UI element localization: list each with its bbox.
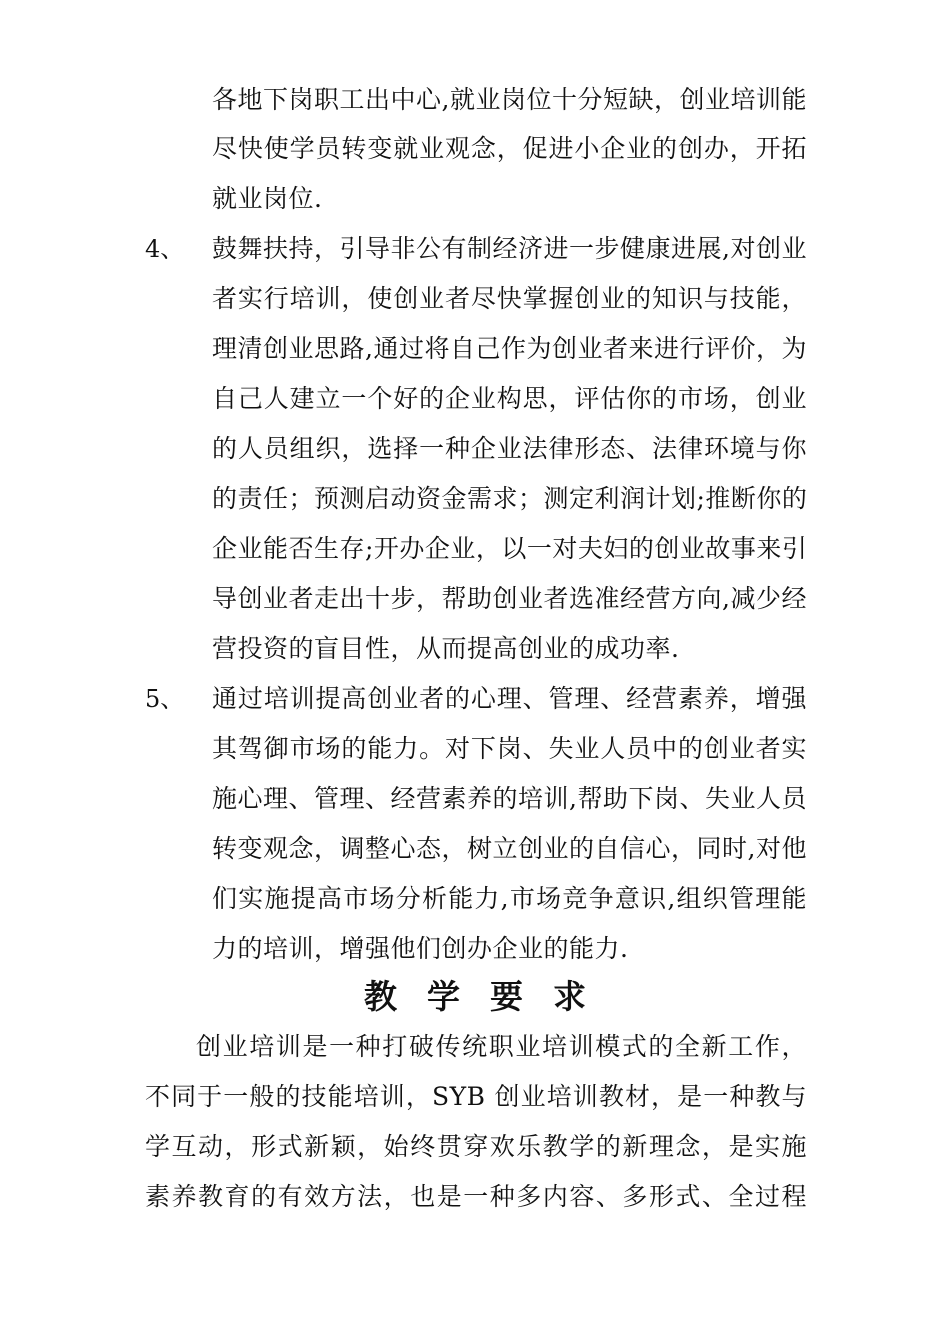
list-item-line: 鼓舞扶持，引导非公有制经济进一步健康进展,对创业	[212, 234, 807, 263]
paragraph-line: 不同于一般的技能培训，SYB 创业培训教材，是一种教与	[145, 1082, 807, 1111]
paragraph-line: 素养教育的有效方法，也是一种多内容、多形式、全过程	[145, 1182, 807, 1211]
list-item-line: 理清创业思路,通过将自己作为创业者来进行评价，为	[212, 334, 807, 363]
list-item-line: 导创业者走出十步，帮助创业者选准经营方向,减少经	[212, 584, 807, 613]
list-item-line: 企业能否生存;开办企业，以一对夫妇的创业故事来引	[212, 534, 808, 563]
list-item-line: 施心理、管理、经营素养的培训,帮助下岗、失业人员	[212, 784, 807, 813]
list-item-line: 们实施提高市场分析能力,市场竞争意识,组织管理能	[212, 884, 807, 913]
list-item-line: 自己人建立一个好的企业构思，评估你的市场，创业	[212, 384, 807, 413]
list-item-number: 5、	[145, 685, 185, 713]
list-item-line: 营投资的盲目性，从而提高创业的成功率.	[212, 634, 680, 663]
list-item-line: 力的培训，增强他们创办企业的能力.	[212, 934, 629, 963]
list-item-line: 其驾御市场的能力。对下岗、失业人员中的创业者实	[212, 734, 807, 763]
list-item-line: 通过培训提高创业者的心理、管理、经营素养，增强	[212, 684, 807, 713]
list-item-number: 4、	[145, 235, 185, 263]
paragraph-line: 尽快使学员转变就业观念，促进小企业的创办，开拓	[212, 134, 807, 163]
list-item-line: 的人员组织，选择一种企业法律形态、法律环境与你	[212, 434, 807, 463]
list-item-line: 者实行培训，使创业者尽快掌握创业的知识与技能，	[212, 284, 807, 313]
paragraph-line: 各地下岗职工出中心,就业岗位十分短缺，创业培训能	[212, 85, 807, 114]
paragraph-line: 创业培训是一种打破传统职业培训模式的全新工作，	[196, 1032, 807, 1061]
paragraph-line: 学互动，形式新颖，始终贯穿欢乐教学的新理念，是实施	[145, 1132, 807, 1161]
list-item-line: 的责任；预测启动资金需求；测定利润计划;推断你的	[212, 484, 808, 513]
paragraph-line: 就业岗位.	[212, 184, 323, 213]
section-heading: 教学要求	[364, 977, 616, 1016]
list-item-line: 转变观念，调整心态，树立创业的自信心，同时,对他	[212, 834, 807, 863]
